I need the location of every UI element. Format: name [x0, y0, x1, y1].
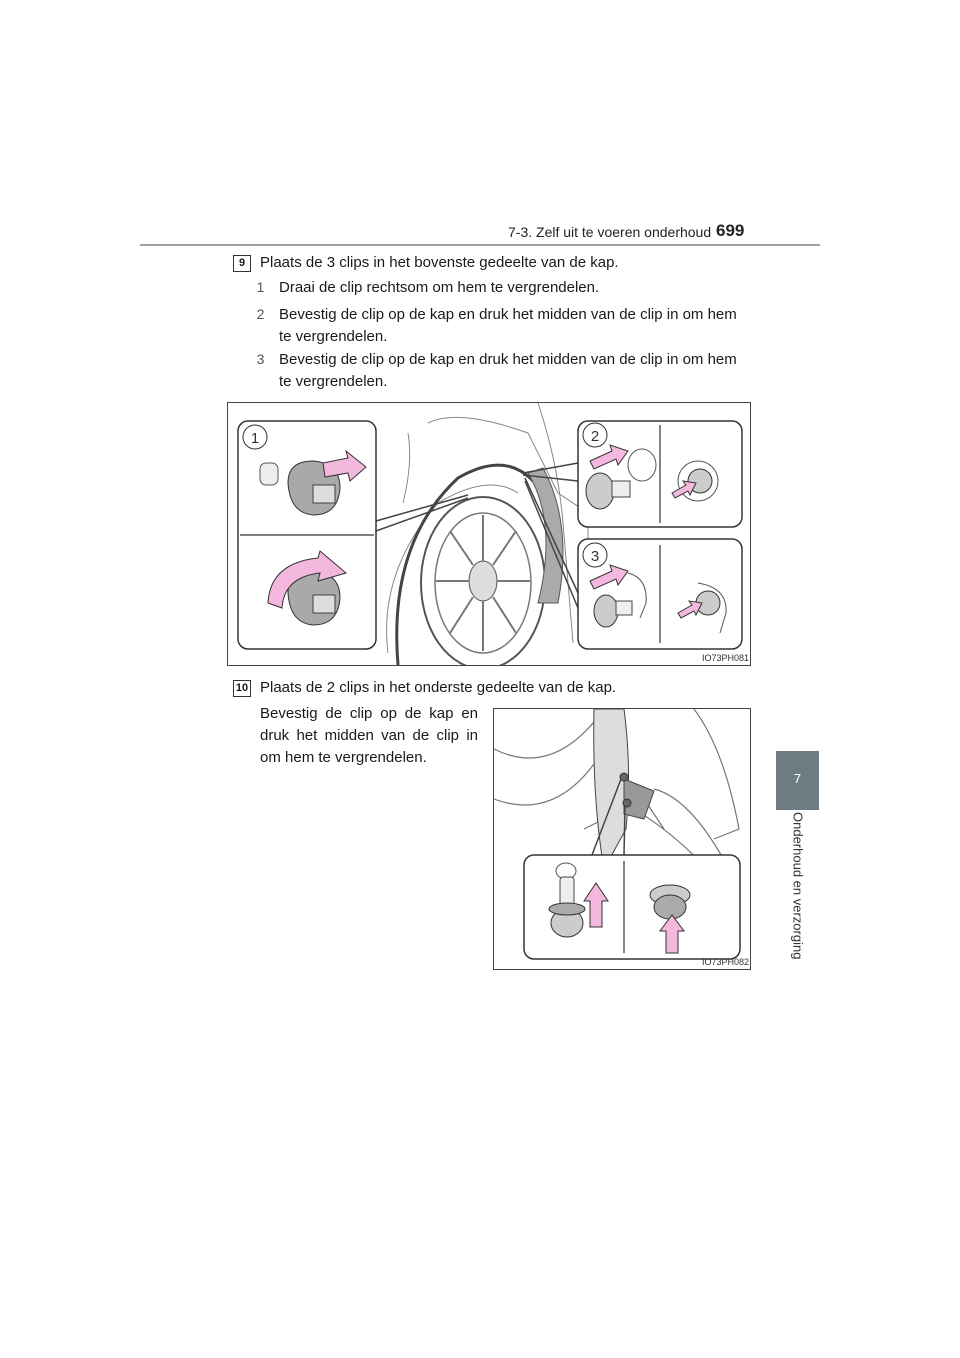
- substep-2-line1: Bevestig de clip op de kap en druk het midden van de clip in om hem: [279, 306, 737, 323]
- chapter-tab[interactable]: [776, 751, 819, 810]
- step-10-body: [260, 703, 478, 769]
- substep-1-text: Draai de clip rechtsom om hem te vergrendelen.: [279, 279, 600, 296]
- figure-code: IO73PH081: [702, 653, 750, 663]
- figure-upper-clips-illustration: [228, 403, 750, 665]
- step-10-body-line: Bevestig de clip op de kap en: [260, 705, 478, 722]
- chapter-number: 7: [793, 771, 802, 786]
- wheel-icon: [397, 465, 548, 665]
- substep-3-line1: Bevestig de clip op de kap en druk het midden van de clip in om hem: [279, 351, 737, 368]
- step-10-body-line: druk het midden van de clip in: [260, 727, 478, 744]
- figure-lower-clips-illustration: [494, 709, 750, 969]
- figure-code: IO73PH082: [702, 957, 750, 967]
- header-section-title: 7-3. Zelf uit te voeren onderhoud: [508, 224, 712, 240]
- substep-3-line2: te vergrendelen.: [279, 373, 388, 390]
- substep-number-3: 3: [256, 351, 265, 367]
- step-number-10: 10: [233, 680, 251, 697]
- figure-upper-clips: [227, 402, 751, 666]
- substep-2-line2: te vergrendelen.: [279, 328, 388, 345]
- substep-number-2: 2: [256, 306, 265, 322]
- step-10-text: Plaats de 2 clips in het onderste gedeelte van de kap.: [260, 679, 617, 696]
- header-divider: [140, 244, 820, 246]
- page-number: 699: [716, 221, 745, 240]
- callout-1: 1: [250, 430, 260, 447]
- substep-number-1: 1: [256, 279, 265, 295]
- chapter-title-vertical: Onderhoud en verzorging: [790, 812, 806, 960]
- step-10-body-line: om hem te vergrendelen.: [260, 749, 427, 766]
- callout-3: 3: [590, 548, 600, 565]
- step-9-text: Plaats de 3 clips in het bovenste gedeelte van de kap.: [260, 254, 619, 271]
- figure-lower-clips: [493, 708, 751, 970]
- callout-2: 2: [590, 428, 600, 445]
- step-number-9: 9: [233, 255, 251, 272]
